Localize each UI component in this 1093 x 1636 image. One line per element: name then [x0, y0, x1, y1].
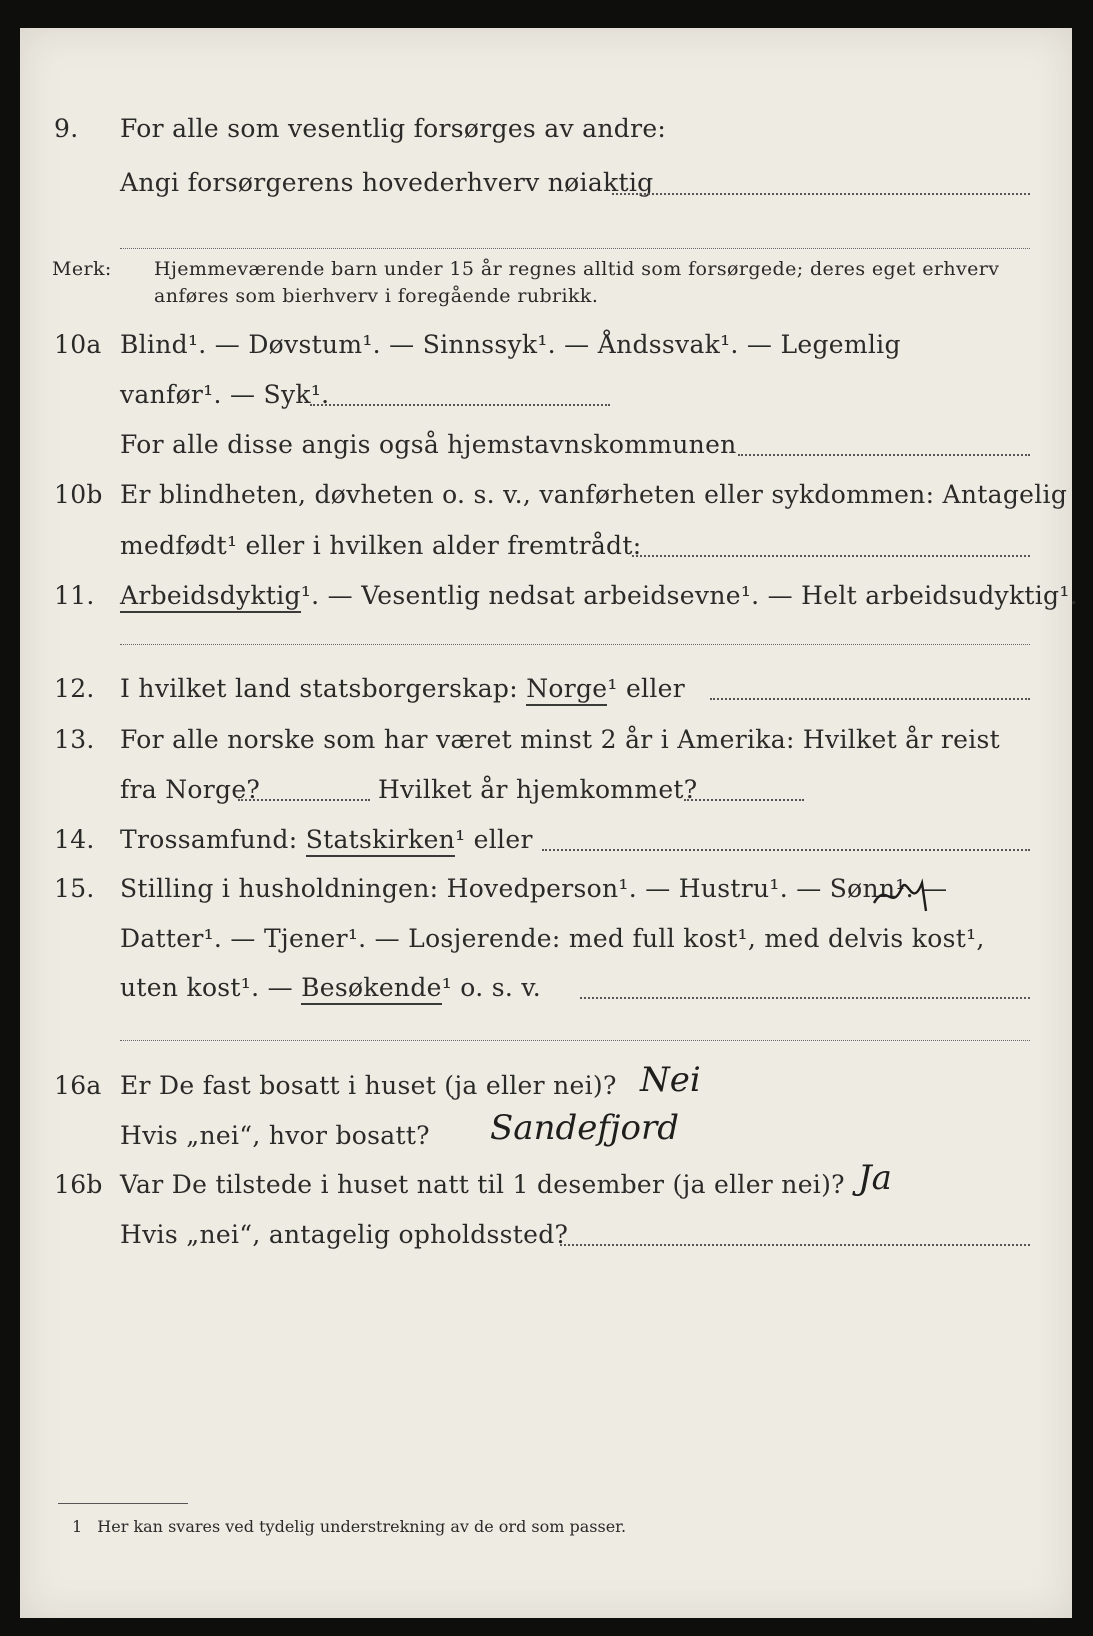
- q16b-number: 16b: [54, 1170, 103, 1199]
- q12-selected-option[interactable]: Norge: [526, 674, 607, 706]
- q16a-text1: Er De fast bosatt i huset (ja eller nei)?: [120, 1071, 617, 1100]
- q13-text1: For alle norske som har været minst 2 år i Amerika: Hvilket år reist: [120, 725, 1001, 754]
- footnote-text: Her kan svares ved tydelig understrekning av de ord som passer.: [97, 1517, 627, 1536]
- q15-number: 15.: [54, 874, 95, 903]
- q15-sonn-strikethrough-mark: [868, 873, 944, 919]
- q13-reist-answer-line[interactable]: [238, 799, 370, 801]
- q16b-text2: Hvis „nei“, antagelig opholdssted?: [120, 1220, 569, 1249]
- q11-selected-option[interactable]: Arbeidsdyktig: [120, 581, 301, 613]
- q12-answer-line[interactable]: [710, 698, 1030, 700]
- q16b-answer1-handwriting[interactable]: Ja: [858, 1158, 892, 1198]
- q10a-syk-answer-line[interactable]: [310, 404, 610, 406]
- q16a-text2: Hvis „nei“, hvor bosatt?: [120, 1121, 430, 1150]
- q10b-answer-line[interactable]: [632, 555, 1030, 557]
- q10b-text2: medfødt¹ eller i hvilken alder fremtrådt:: [120, 531, 642, 560]
- q10a-kommune-answer-line[interactable]: [738, 454, 1030, 456]
- q15-text1: Stilling i husholdningen: Hovedperson¹. — Hustru¹. — Sønn¹. —: [120, 874, 948, 903]
- q13-number: 13.: [54, 725, 95, 754]
- q15-answer-line[interactable]: [580, 997, 1030, 999]
- q15-text3: [120, 973, 541, 1002]
- footnote-mark: 1: [72, 1517, 83, 1536]
- q9-answer-line[interactable]: [612, 193, 1030, 195]
- q9-text2: Angi forsørgerens hovederhverv nøiaktig: [120, 168, 654, 197]
- q10a-text3: For alle disse angis også hjemstavnskommunen: [120, 430, 737, 459]
- merk-text1: Hjemmeværende barn under 15 år regnes alltid som forsørgede; deres eget erhverv: [154, 258, 1000, 280]
- q16b-text1: Var De tilstede i huset natt til 1 desember (ja eller nei)?: [120, 1170, 845, 1199]
- q15-post: ¹ o. s. v.: [441, 973, 542, 1002]
- q16a-answer1-handwriting[interactable]: Nei: [640, 1060, 701, 1100]
- q9-number: 9.: [54, 114, 79, 143]
- q11-extra-line[interactable]: [120, 644, 1030, 645]
- footnote-rule: [58, 1503, 188, 1504]
- q14-post: ¹ eller: [455, 825, 533, 854]
- q16b-answer-line[interactable]: [560, 1244, 1030, 1246]
- q10a-text1: Blind¹. — Døvstum¹. — Sinnssyk¹. — Åndssvak¹. — Legemlig: [120, 330, 901, 359]
- q14-number: 14.: [54, 825, 95, 854]
- q11-text: [120, 581, 1078, 610]
- q13-text2b: Hvilket år hjemkommet?: [378, 775, 698, 804]
- q10b-text1: Er blindheten, døvheten o. s. v., vanførheten eller sykdommen: Antagelig: [120, 480, 1068, 509]
- footnote: [72, 1517, 626, 1536]
- q10a-number: 10a: [54, 330, 102, 359]
- q10a-text2: vanfør¹. — Syk¹.: [120, 380, 330, 409]
- q11-number: 11.: [54, 581, 95, 610]
- q14-selected-option[interactable]: Statskirken: [306, 825, 455, 857]
- q10b-number: 10b: [54, 480, 103, 509]
- q14-pre: Trossamfund:: [120, 825, 298, 854]
- q12-number: 12.: [54, 674, 95, 703]
- q13-hjemkommet-answer-line[interactable]: [684, 799, 804, 801]
- q11-rest: ¹. — Vesentlig nedsat arbeidsevne¹. — Helt arbeidsudyktig¹.: [300, 581, 1078, 610]
- q16a-number: 16a: [54, 1071, 102, 1100]
- q15-text2: Datter¹. — Tjener¹. — Losjerende: med full kost¹, med delvis kost¹,: [120, 924, 985, 953]
- q13-text2a: fra Norge?: [120, 775, 261, 804]
- q9-text: For alle som vesentlig forsørges av andre:: [120, 114, 667, 143]
- q12-post: ¹ eller: [607, 674, 685, 703]
- q9-extra-line[interactable]: [120, 248, 1030, 249]
- q14-text: [120, 825, 533, 854]
- q15-pre: uten kost¹. —: [120, 973, 293, 1002]
- q15-extra-line[interactable]: [120, 1040, 1030, 1041]
- q12-text: [120, 674, 685, 703]
- q16a-answer2-handwriting[interactable]: Sandefjord: [490, 1108, 679, 1148]
- census-form-page: [20, 28, 1078, 1618]
- merk-text2: anføres som bierhverv i foregående rubrikk.: [154, 285, 599, 307]
- q15-selected-option[interactable]: Besøkende: [301, 973, 442, 1005]
- q14-answer-line[interactable]: [542, 849, 1030, 851]
- q12-pre: I hvilket land statsborgerskap:: [120, 674, 518, 703]
- merk-label: Merk:: [52, 258, 112, 280]
